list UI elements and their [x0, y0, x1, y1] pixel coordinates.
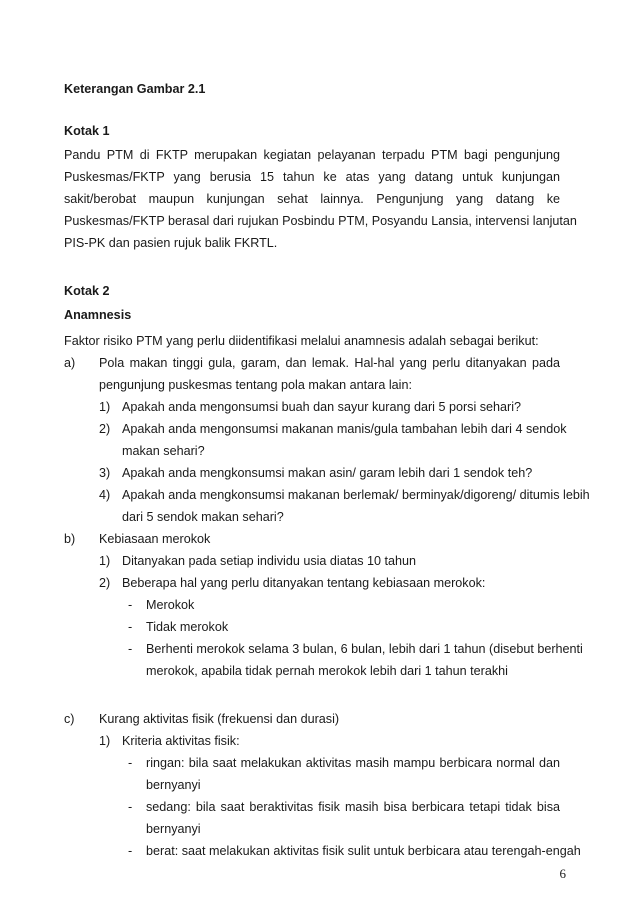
- bullet-item: Tidak merokok: [146, 620, 229, 634]
- kotak1-heading: Kotak 1: [64, 124, 110, 138]
- bullet-marker: -: [128, 620, 133, 634]
- kotak2-intro: Faktor risiko PTM yang perlu diidentifikasi melalui anamnesis adalah sebagai berikut:: [64, 334, 539, 348]
- sublist-item: Apakah anda mengkonsumsi makanan berlemak/ berminyak/digoreng/ ditumis lebih: [122, 488, 590, 502]
- sublist-marker: 1): [99, 554, 111, 568]
- sublist-item: Apakah anda mengonsumsi makanan manis/gula tambahan lebih dari 4 sendok: [122, 422, 567, 436]
- sublist-item: Kriteria aktivitas fisik:: [122, 734, 240, 748]
- caption-title: Keterangan Gambar 2.1: [64, 82, 206, 96]
- bullet-item-cont: merokok, apabila tidak pernah merokok lebih dari 1 tahun terakhi: [146, 664, 508, 678]
- sublist-item: Apakah anda mengonsumsi buah dan sayur kurang dari 5 porsi sehari?: [122, 400, 522, 414]
- sublist-marker: 3): [99, 466, 111, 480]
- sublist-marker: 2): [99, 422, 111, 436]
- kotak1-line: PIS-PK dan pasien rujuk balik FKRTL.: [64, 236, 278, 250]
- sublist-marker: 1): [99, 734, 111, 748]
- item-b-text: Kebiasaan merokok: [99, 532, 211, 546]
- bullet-item: Merokok: [146, 598, 195, 612]
- kotak2-heading: Kotak 2: [64, 284, 110, 298]
- item-c-text: Kurang aktivitas fisik (frekuensi dan durasi): [99, 712, 340, 726]
- kotak1-line: Puskesmas/FKTP yang berusia 15 tahun ke atas yang datang untuk kunjungan: [64, 170, 560, 184]
- bullet-item: Berhenti merokok selama 3 bulan, 6 bulan, lebih dari 1 tahun (disebut berhenti: [146, 642, 583, 656]
- bullet-item: sedang: bila saat beraktivitas fisik masih bisa berbicara tetapi tidak bisa: [146, 800, 560, 814]
- list-marker-c: c): [64, 712, 75, 726]
- item-a-text-cont: pengunjung puskesmas tentang pola makan antara lain:: [99, 378, 412, 392]
- bullet-marker: -: [128, 598, 133, 612]
- anamnesis-heading: Anamnesis: [64, 308, 132, 322]
- bullet-item-cont: bernyanyi: [146, 822, 201, 836]
- bullet-marker: -: [128, 844, 133, 858]
- kotak1-line: sakit/berobat maupun kunjungan sehat lainnya. Pengunjung yang datang ke: [64, 192, 560, 206]
- bullet-item: ringan: bila saat melakukan aktivitas masih mampu berbicara normal dan: [146, 756, 560, 770]
- item-a-text: Pola makan tinggi gula, garam, dan lemak. Hal-hal yang perlu ditanyakan pada: [99, 356, 560, 370]
- bullet-item: berat: saat melakukan aktivitas fisik sulit untuk berbicara atau terengah-engah: [146, 844, 581, 858]
- list-marker-a: a): [64, 356, 76, 370]
- sublist-marker: 2): [99, 576, 111, 590]
- bullet-marker: -: [128, 642, 133, 656]
- page-number: 6: [559, 866, 566, 881]
- sublist-item-cont: dari 5 sendok makan sehari?: [122, 510, 284, 524]
- sublist-item: Ditanyakan pada setiap individu usia diatas 10 tahun: [122, 554, 417, 568]
- bullet-item-cont: bernyanyi: [146, 778, 201, 792]
- sublist-marker: 1): [99, 400, 111, 414]
- kotak1-line: Puskesmas/FKTP berasal dari rujukan Posbindu PTM, Posyandu Lansia, intervensi lanjutan: [64, 214, 577, 228]
- bullet-marker: -: [128, 756, 133, 770]
- bullet-marker: -: [128, 800, 133, 814]
- sublist-item-cont: makan sehari?: [122, 444, 205, 458]
- kotak1-line: Pandu PTM di FKTP merupakan kegiatan pelayanan terpadu PTM bagi pengunjung: [64, 148, 560, 162]
- sublist-marker: 4): [99, 488, 111, 502]
- sublist-item: Beberapa hal yang perlu ditanyakan tentang kebiasaan merokok:: [122, 576, 486, 590]
- sublist-item: Apakah anda mengkonsumsi makan asin/ garam lebih dari 1 sendok teh?: [122, 466, 533, 480]
- list-marker-b: b): [64, 532, 76, 546]
